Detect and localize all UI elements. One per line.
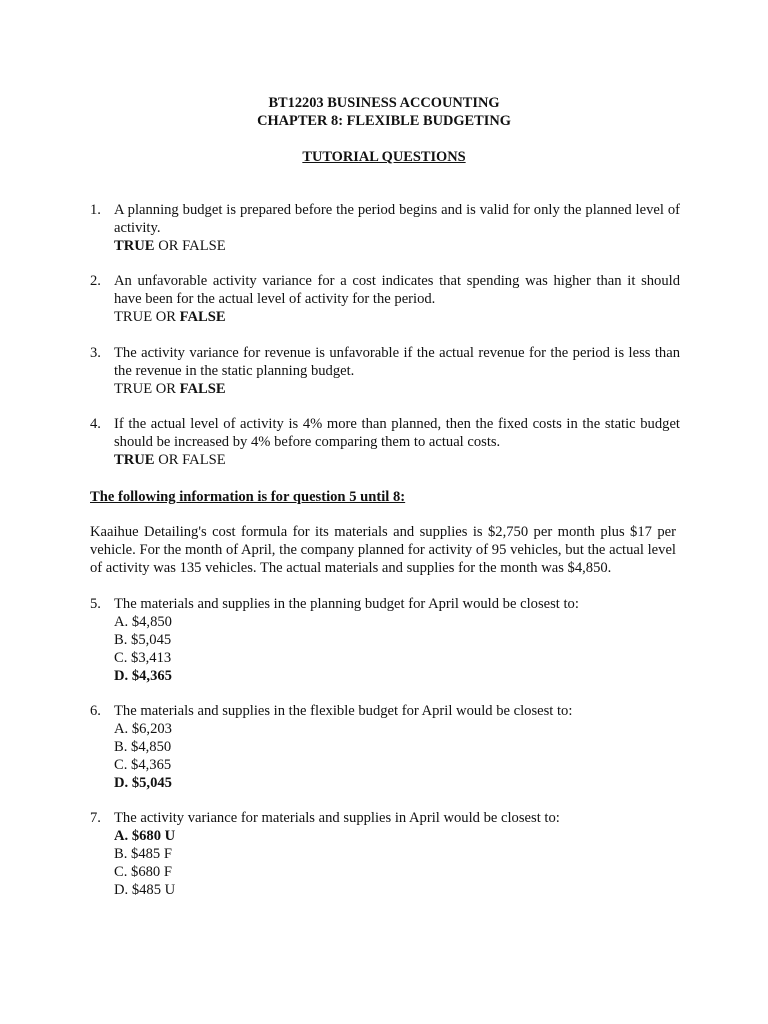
question-text: The materials and supplies in the flexible budget for April would be closest to: — [114, 703, 573, 719]
option-d: D. $5,045 — [114, 775, 172, 791]
question-number: 2. — [90, 273, 101, 289]
option-b: B. $5,045 — [114, 632, 172, 648]
option-b: B. $485 F — [114, 846, 172, 862]
question-number: 4. — [90, 416, 101, 432]
answer-line — [114, 237, 680, 255]
question-text: The materials and supplies in the planning budget for April would be closest to: — [114, 596, 579, 612]
question-5 — [90, 595, 680, 685]
option-a: A. $6,203 — [114, 721, 172, 737]
question-1 — [90, 201, 680, 255]
answer-line — [114, 451, 680, 469]
answer-plain: TRUE OR — [114, 309, 180, 325]
option-c: C. $680 F — [114, 864, 172, 880]
option-d: D. $4,365 — [114, 668, 172, 684]
answer-rest: OR FALSE — [154, 238, 226, 254]
option-a: A. $680 U — [114, 828, 176, 844]
option-c: C. $3,413 — [114, 650, 172, 666]
answer-bold: FALSE — [179, 309, 226, 325]
question-text: If the actual level of activity is 4% more than planned, then the fixed costs in the static budget should be increased by 4% before comparing them to actual costs. — [114, 416, 680, 450]
answer-plain: TRUE OR — [114, 381, 180, 397]
question-3 — [90, 344, 680, 398]
info-heading: The following information is for question 5 until 8: — [90, 489, 406, 505]
question-text: The activity variance for materials and supplies in April would be closest to: — [114, 810, 560, 826]
question-2 — [90, 272, 680, 326]
question-6 — [90, 702, 680, 792]
question-4 — [90, 415, 680, 469]
question-number: 6. — [90, 703, 101, 719]
question-text: The activity variance for revenue is unfavorable if the actual revenue for the period is less than the revenue in the static planning budget. — [114, 345, 680, 379]
answer-line — [114, 380, 680, 398]
chapter-title: CHAPTER 8: FLEXIBLE BUDGETING — [257, 113, 511, 129]
question-text: A planning budget is prepared before the period begins and is valid for only the planned level of activity. — [114, 202, 680, 236]
answer-line — [114, 308, 680, 326]
option-d: D. $485 U — [114, 882, 176, 898]
question-text: An unfavorable activity variance for a cost indicates that spending was higher than it should have been for the actual level of activity for the period. — [114, 273, 680, 307]
question-7 — [90, 809, 680, 899]
section-title: TUTORIAL QUESTIONS — [302, 149, 466, 165]
question-number: 5. — [90, 596, 101, 612]
question-number: 1. — [90, 202, 101, 218]
info-paragraph: Kaaihue Detailing's cost formula for its materials and supplies is $2,750 per month plus $17 per vehicle. For the month of April, the company planned for activity of 95 vehicles, but the actual level of activity was 135 vehicles. The actual materials and supplies for the month was $4,850. — [90, 524, 676, 576]
question-number: 7. — [90, 810, 101, 826]
answer-bold: FALSE — [179, 381, 226, 397]
option-b: B. $4,850 — [114, 739, 172, 755]
answer-bold: TRUE — [114, 452, 155, 468]
option-a: A. $4,850 — [114, 614, 172, 630]
question-number: 3. — [90, 345, 101, 361]
option-c: C. $4,365 — [114, 757, 172, 773]
course-title: BT12203 BUSINESS ACCOUNTING — [268, 95, 500, 111]
answer-rest: OR FALSE — [154, 452, 226, 468]
answer-bold: TRUE — [114, 238, 155, 254]
